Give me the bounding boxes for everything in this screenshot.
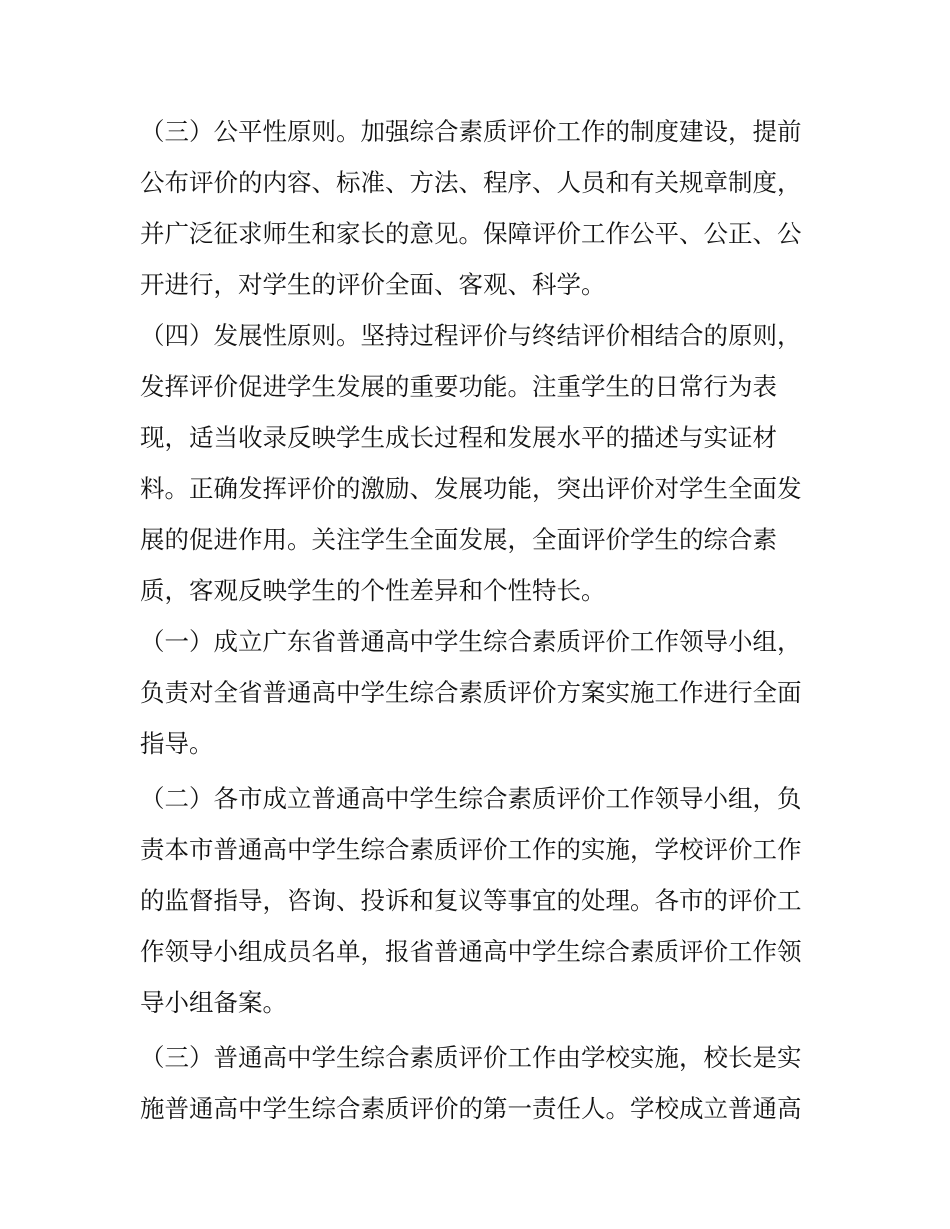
text-line: （三）普通高中学生综合素质评价工作由学校实施，校长是实 — [140, 1043, 802, 1072]
text-line: 责本市普通高中学生综合素质评价工作的实施，学校评价工作 — [140, 835, 802, 864]
text-line: 发挥评价促进学生发展的重要功能。注重学生的日常行为表 — [140, 372, 777, 401]
text-line: 导小组备案。 — [140, 988, 287, 1017]
text-line: 料。正确发挥评价的激励、发展功能，突出评价对学生全面发 — [140, 474, 802, 503]
text-line: 公布评价的内容、标准、方法、程序、人员和有关规章制度， — [140, 168, 802, 197]
text-line: （四）发展性原则。坚持过程评价与终结评价相结合的原则， — [140, 321, 802, 350]
text-line: 指导。 — [140, 729, 214, 758]
text-line: 负责对全省普通高中学生综合素质评价方案实施工作进行全面 — [140, 678, 802, 707]
text-line: 作领导小组成员名单，报省普通高中学生综合素质评价工作领 — [140, 937, 802, 966]
text-line: 现，适当收录反映学生成长过程和发展水平的描述与实证材 — [140, 423, 777, 452]
text-line: 质，客观反映学生的个性差异和个性特长。 — [140, 576, 606, 605]
text-line: 开进行，对学生的评价全面、客观、科学。 — [140, 270, 606, 299]
text-line: （三）公平性原则。加强综合素质评价工作的制度建设，提前 — [140, 117, 802, 146]
paragraph-provincial-leading-group — [140, 616, 820, 769]
text-line: （二）各市成立普通高中学生综合素质评价工作领导小组，负 — [140, 784, 802, 813]
document-body — [140, 106, 820, 1134]
paragraph-development-principle — [140, 310, 820, 616]
paragraph-fairness-principle — [140, 106, 820, 310]
text-line: 展的促进作用。关注学生全面发展，全面评价学生的综合素 — [140, 525, 777, 554]
paragraph-city-leading-group — [140, 773, 820, 1028]
text-line: 的监督指导，咨询、投诉和复议等事宜的处理。各市的评价工 — [140, 886, 802, 915]
paragraph-school-implementation — [140, 1032, 820, 1134]
text-line: 施普通高中学生综合素质评价的第一责任人。学校成立普通高 — [140, 1094, 802, 1123]
text-line: （一）成立广东省普通高中学生综合素质评价工作领导小组， — [140, 627, 802, 656]
text-line: 并广泛征求师生和家长的意见。保障评价工作公平、公正、公 — [140, 219, 802, 248]
